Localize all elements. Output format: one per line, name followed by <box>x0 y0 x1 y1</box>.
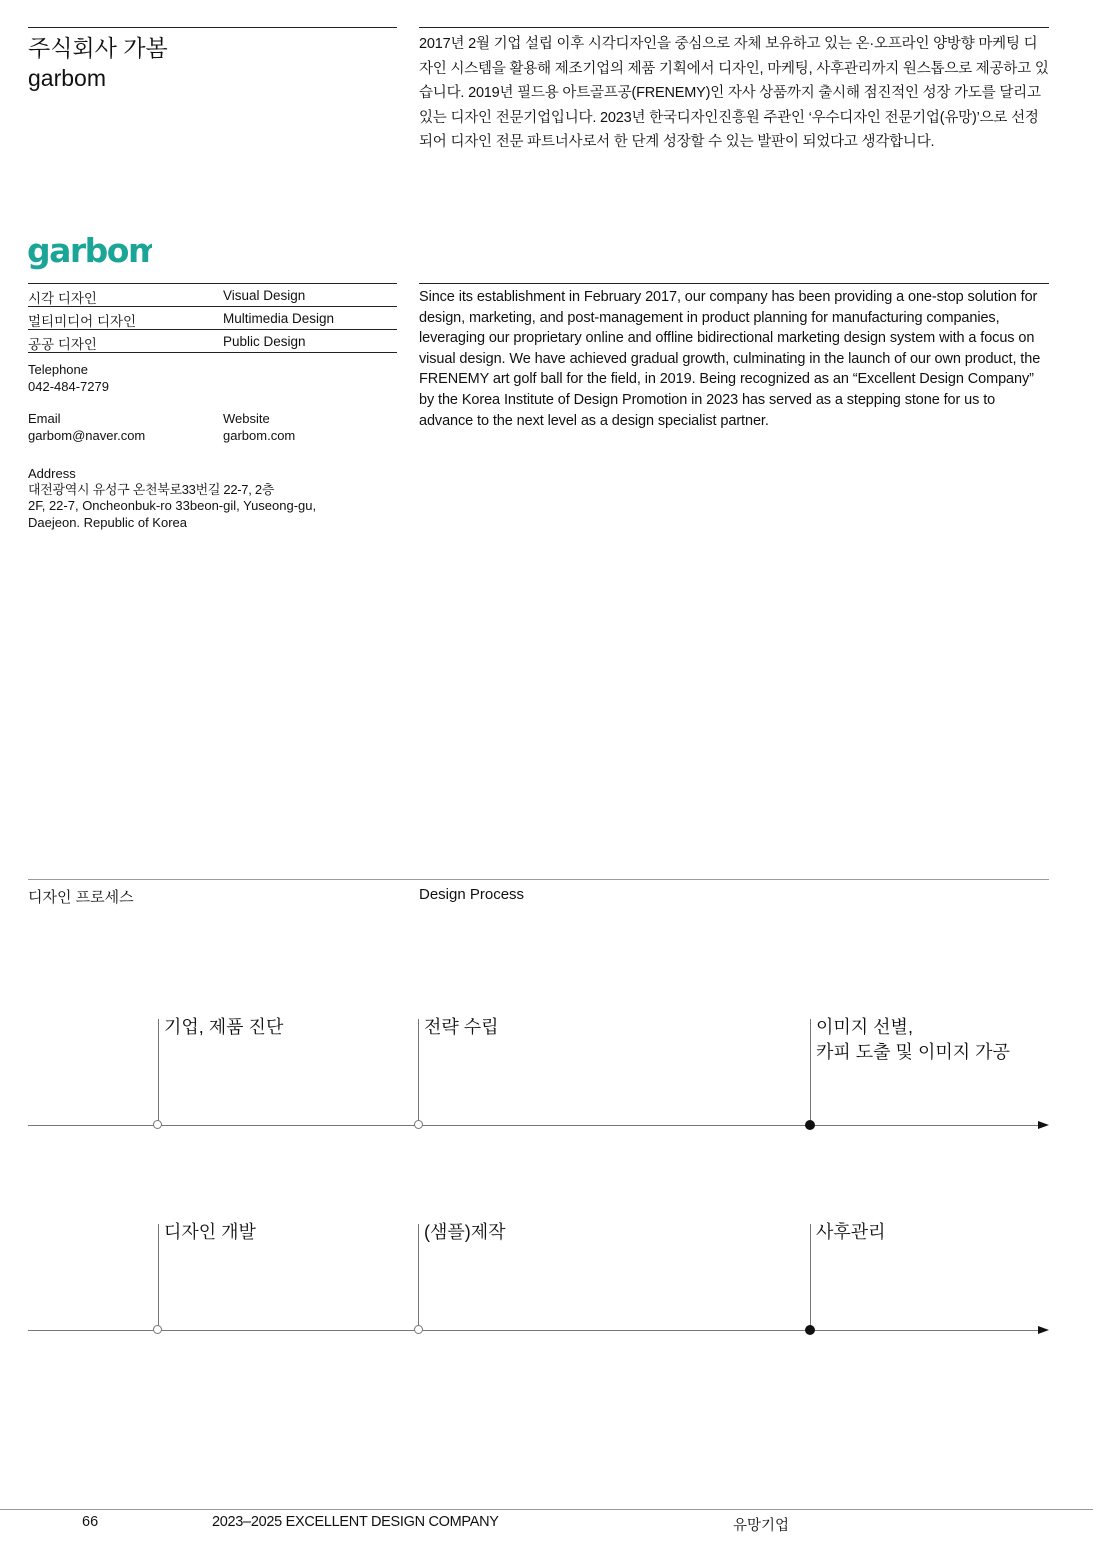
process-rule <box>28 879 1049 880</box>
services-rule-top <box>28 283 397 284</box>
timeline-1-arrow-icon <box>1038 1121 1049 1129</box>
step-6-label: 사후관리 <box>816 1222 886 1242</box>
process-label-ko: 디자인 프로세스 <box>28 889 134 906</box>
services-rule-2 <box>28 329 397 330</box>
email-value: garbom@naver.com <box>28 428 146 443</box>
service-ko-1: 시각 디자인 <box>28 291 97 306</box>
address-label: Address <box>28 466 76 481</box>
step-2-label: 전략 수립 <box>424 1017 499 1037</box>
timeline-2-line <box>28 1330 1040 1331</box>
step-2-connector <box>418 1019 419 1121</box>
website-label: Website <box>223 411 270 426</box>
category-label: 유망기업 <box>733 1518 790 1534</box>
publication-title: 2023–2025 EXCELLENT DESIGN COMPANY <box>212 1514 499 1530</box>
services-rule-bottom <box>28 352 397 353</box>
step-4-marker <box>153 1325 162 1334</box>
step-5-label: (샘플)제작 <box>424 1222 506 1242</box>
service-en-2: Multimedia Design <box>223 311 335 326</box>
services-rule-1 <box>28 306 397 307</box>
description-en: Since its establishment in February 2017, our company has been providing a one-stop solution for design, marketing, and post-management in product planning for manufacturing companies, leveraging our proprietary online and offline bidirectional marketing design system with a focus on visual design. We have achieved gradual growth, culminating in the launch of our own product, the FRENEMY art golf ball for the field, in 2019. Being recognized as an “Excellent Design Company” by the Korea Institute of Design Promotion in 2023 has served as a stepping stone for us to advance to the next level as a design specialist partner. <box>419 289 1041 429</box>
company-name-ko: 주식회사 가봄 <box>28 35 168 61</box>
step-1-marker <box>153 1120 162 1129</box>
top-rule-left <box>28 27 397 28</box>
website-value: garbom.com <box>223 428 296 443</box>
step-5-marker <box>414 1325 423 1334</box>
step-6-connector <box>810 1224 811 1326</box>
telephone-label: Telephone <box>28 362 88 377</box>
step-3-label-line1: 이미지 선별, <box>816 1017 913 1037</box>
email-label: Email <box>28 411 61 426</box>
service-ko-2: 멀티미디어 디자인 <box>28 314 137 329</box>
page-number: 66 <box>82 1514 99 1530</box>
step-1-connector <box>158 1019 159 1121</box>
step-3-connector <box>810 1019 811 1121</box>
telephone-value: 042-484-7279 <box>28 379 109 394</box>
step-4-connector <box>158 1224 159 1326</box>
address-ko: 대전광역시 유성구 온천북로33번길 22-7, 2층 <box>28 482 275 497</box>
step-2-marker <box>414 1120 423 1129</box>
address-en: 2F, 22-7, Oncheonbuk-ro 33beon-gil, Yuseong-gu, Daejeon. Republic of Korea <box>28 498 317 530</box>
service-en-1: Visual Design <box>223 288 306 303</box>
top-rule-right <box>419 27 1049 28</box>
garbom-logo-mark <box>27 234 152 276</box>
step-1-label: 기업, 제품 진단 <box>164 1017 284 1037</box>
garbom-logo <box>27 234 152 276</box>
step-3-label-line2: 카피 도출 및 이미지 가공 <box>816 1042 1010 1062</box>
timeline-1-line <box>28 1125 1040 1126</box>
timeline-2-arrow-icon <box>1038 1326 1049 1334</box>
desc-en-rule <box>419 283 1049 284</box>
description-ko: 2017년 2월 기업 설립 이후 시각디자인을 중심으로 자체 보유하고 있는 온·오프라인 양방향 마케팅 디자인 시스템을 활용해 제조기업의 제품 기획에서 디자인, 마케팅, 사후관리까지 원스톱으로 제공하고 있습니다. 2019년 필드용 아트골프공(FRENEMY)인 자사 상품까지 출시해 점진적인 성장 가도를 달리고 있는 디자인 전문기업입니다. 2023년 한국디자인진흥원 주관인 ‘우수디자인 전문기업(유망)’으로 선정되어 디자인 전문 파트너사로서 한 단계 성장할 수 있는 발판이 되었다고 생각합니다. <box>419 36 1049 150</box>
step-3-marker <box>805 1120 815 1130</box>
process-label-en: Design Process <box>419 886 525 903</box>
step-6-marker <box>805 1325 815 1335</box>
footer-rule <box>0 1509 1093 1510</box>
service-en-3: Public Design <box>223 334 306 349</box>
logo-wordmark: garbom <box>27 234 152 270</box>
step-4-label: 디자인 개발 <box>164 1222 256 1242</box>
service-ko-3: 공공 디자인 <box>28 337 97 352</box>
company-name-en: garbom <box>28 65 106 91</box>
step-5-connector <box>418 1224 419 1326</box>
